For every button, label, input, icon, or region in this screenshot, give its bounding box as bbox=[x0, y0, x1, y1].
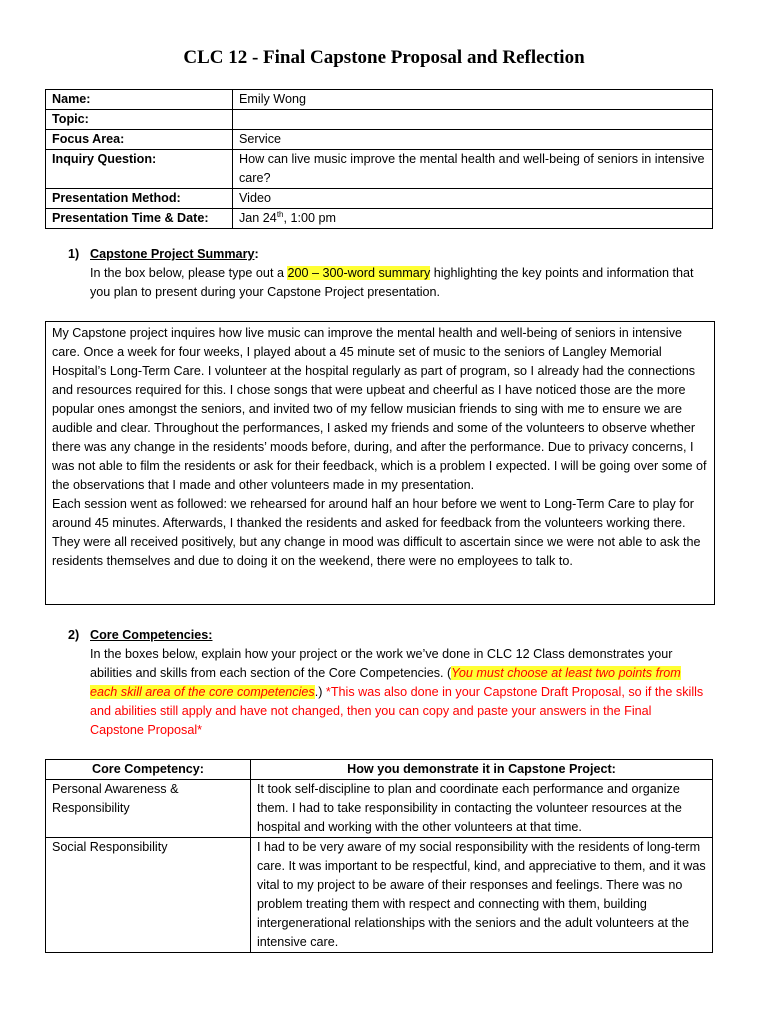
page-title: CLC 12 - Final Capstone Proposal and Reflection bbox=[183, 47, 585, 68]
info-value: Service bbox=[233, 130, 713, 150]
info-value: Emily Wong bbox=[233, 90, 713, 110]
info-label: Presentation Method: bbox=[46, 189, 233, 209]
core-competencies-section bbox=[68, 626, 708, 740]
highlighted-word-count: 200 – 300-word summary bbox=[287, 266, 431, 280]
info-row-presentation-time-date bbox=[46, 209, 713, 229]
summary-text-box bbox=[45, 321, 715, 605]
column-header: How you demonstrate it in Capstone Project: bbox=[251, 760, 713, 780]
summary-paragraph-1: My Capstone project inquires how live music can improve the mental health and well-being of seniors in intensive care. Once a week for four weeks, I played about a 45 minute set of music to the seniors of Langley Memorial Hospital’s Long-Term Care. I volunteer at the hospital regularly as part of program, so I already had the connections and resources required for this. I chose songs that were upbeat and cheerful as I have noticed those are the more popular ones amongst the seniors, and invited two of my fellow musician friends to sing with me to ensure we are audible and clear. Throughout the performances, I asked my friends and some of the volunteers to observe whether there was any change in the residents’ moods before, during, and after the performance. Due to privacy concerns, I was not able to film the residents or ask for their feedback, which is a problem I expected. I will be going over some of the observations that I made and other volunteers made in my presentation. bbox=[52, 326, 707, 492]
instruction-text: In the boxes below, explain how your project or the work we’ve done in CLC 12 Class demonstrates your abilities and skills from each section of the Core Competencies. ( bbox=[90, 647, 673, 680]
competency-demonstration: It took self-discipline to plan and coordinate each performance and organize them. I had to take responsibility in contacting the volunteer resources at the hospital and working with the other volunteers at that time. bbox=[251, 780, 713, 838]
red-note: *This was also done in your Capstone Draft Proposal, so if the skills and abilities still apply and have not changed, then you can copy and paste your answers in the Final Capstone Proposal* bbox=[90, 685, 704, 737]
section-title-colon: : bbox=[254, 247, 259, 261]
section-title: Capstone Project Summary bbox=[90, 247, 255, 261]
info-value: How can live music improve the mental health and well-being of seniors in intensive care? bbox=[233, 150, 713, 189]
student-info-table bbox=[45, 89, 713, 229]
competency-demonstration: I had to be very aware of my social responsibility with the residents of long-term care. It was important to be respectful, kind, and appreciative to them, and it was vital to my project to be aware of their responses and feelings. There was no problem treating them with respect and connecting with them, building intergenerational relationships with the seniors and the adult volunteers at the intensive care. bbox=[251, 838, 713, 953]
info-row-presentation-method bbox=[46, 189, 713, 209]
info-label: Name: bbox=[46, 90, 233, 110]
section-heading bbox=[68, 626, 708, 645]
competency-name: Personal Awareness & Responsibility bbox=[46, 780, 251, 838]
section-heading bbox=[68, 245, 708, 264]
highlighted-requirement: You must choose at least two points from each skill area of the core competencies bbox=[90, 666, 681, 699]
info-row-name bbox=[46, 90, 713, 110]
info-row-inquiry-question bbox=[46, 150, 713, 189]
section-title: Core Competencies: bbox=[90, 628, 213, 642]
instruction-text: .) bbox=[314, 685, 326, 699]
table-row bbox=[46, 780, 713, 838]
info-row-focus-area bbox=[46, 130, 713, 150]
instruction-text: highlighting the key points and information that you plan to present during your Capstone Project presentation. bbox=[90, 266, 694, 299]
core-competency-table bbox=[45, 759, 713, 953]
section-number: 2) bbox=[68, 628, 80, 642]
info-label: Topic: bbox=[46, 110, 233, 130]
info-row-topic bbox=[46, 110, 713, 130]
section-instructions bbox=[90, 645, 708, 740]
date-text: Jan 24 bbox=[239, 211, 277, 225]
section-instructions bbox=[90, 264, 708, 302]
column-header: Core Competency: bbox=[46, 760, 251, 780]
time-text: , 1:00 pm bbox=[283, 211, 336, 225]
instruction-text: In the box below, please type out a bbox=[90, 266, 288, 280]
summary-paragraph-2: Each session went as followed: we rehearsed for around half an hour before we went to Long-Term Care to play for around 45 minutes. Afterwards, I thanked the residents and asked for feedback from the volunteers working there. They were all received positively, but any change in mood was difficult to ascertain since we were not able to ask the residents themselves and due to doing it on the weekend, there were no employees to talk to. bbox=[52, 497, 701, 568]
info-value bbox=[233, 110, 713, 130]
section-number: 1) bbox=[68, 247, 80, 261]
info-label: Inquiry Question: bbox=[46, 150, 233, 189]
table-row bbox=[46, 838, 713, 953]
info-value bbox=[233, 209, 713, 229]
competency-name: Social Responsibility bbox=[46, 838, 251, 953]
info-label: Focus Area: bbox=[46, 130, 233, 150]
info-value: Video bbox=[233, 189, 713, 209]
date-ordinal: th bbox=[276, 209, 284, 219]
summary-section bbox=[68, 245, 708, 302]
info-label: Presentation Time & Date: bbox=[46, 209, 233, 229]
table-header-row bbox=[46, 760, 713, 780]
